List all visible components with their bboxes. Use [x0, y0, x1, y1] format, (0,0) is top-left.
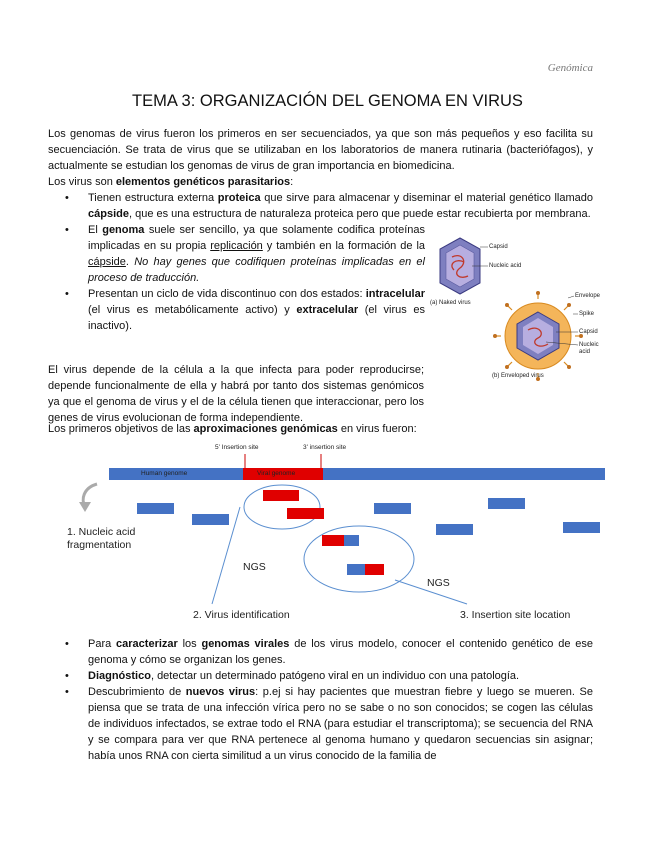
- viral-fragment: [287, 508, 324, 519]
- junction-fragment: [347, 564, 365, 575]
- intro-paragraph: [48, 126, 593, 190]
- envelope-label: Envelope: [575, 293, 601, 299]
- nucleic-acid-label-2: Nucleic acid: [579, 342, 599, 355]
- insertion-3-label: 3' insertion site: [303, 444, 347, 451]
- fragment: [488, 498, 525, 509]
- paragraph-dependency-text: El virus depende de la célula a la que infecta para poder reproducirse; depende funcionalmente de ella y habrá por tanto dos sistemas genómicos ya que el genoma de virus y el de la célula tienen que interaccionar, pero los genes de virus evolucionan de forma independiente.: [48, 364, 424, 424]
- spike-label: Spike: [579, 311, 595, 317]
- intro-text: Los genomas de virus fueron los primeros en ser secuenciados, ya que son más pequeños y eso facilita su secuenciación. Se trata de virus que se utilizaban en los laboratorios de manera rutinaria (bacteriófagos), y actualmente se estudian los genomas de virus de gran importancia en biomedicina.: [48, 128, 593, 172]
- capsid-label-2: Capsid: [579, 329, 598, 335]
- junction-fragment: [344, 535, 359, 546]
- viral-fragment: [263, 490, 299, 501]
- fragment: [192, 514, 229, 525]
- enveloped-virus-label: (b) Enveloped virus: [492, 373, 544, 379]
- fragment: [436, 524, 473, 535]
- step3-label: 3. Insertion site location: [460, 609, 571, 621]
- step2-label: 2. Virus identification: [193, 609, 290, 621]
- paragraph-objectives: Los primeros objetivos de las aproximaciones genómicas en virus fueron:: [48, 423, 417, 435]
- viral-genome-label: Viral genome: [257, 470, 296, 477]
- fragment: [137, 503, 174, 514]
- capsid-label: Capsid: [489, 244, 508, 250]
- human-genome-label: Human genome: [141, 470, 188, 477]
- naked-virus-label: (a) Naked virus: [430, 300, 471, 306]
- list-item: • El genoma suele ser sencillo, ya que solamente codifica proteínas implicadas en su propia replicación y también en la formación de la cápside. No hay genes que codifiquen proteínas implicadas en el proceso de traducción.: [48, 222, 425, 286]
- step1-label: 1. Nucleic acid fragmentation: [67, 526, 136, 551]
- section-header: Genómica: [547, 62, 593, 74]
- nucleic-acid-label: Nucleic acid: [489, 263, 522, 269]
- junction-fragment: [365, 564, 384, 575]
- page-title: TEMA 3: ORGANIZACIÓN DEL GENOMA EN VIRUS: [132, 92, 523, 110]
- junction-fragment: [322, 535, 344, 546]
- genomic-approach-diagram: [55, 440, 615, 630]
- paragraph-dependency: [48, 362, 424, 424]
- fragment: [563, 522, 600, 533]
- insertion-5-label: 5' Insertion site: [215, 444, 259, 451]
- list-item: • Diagnóstico, detectar un determinado patógeno viral en un individuo con una patología.: [48, 668, 593, 684]
- list-item: • Para caracterizar los genomas virales de los virus modelo, conocer el contenido genético de ese genoma y cómo se organizan los genes.: [48, 636, 593, 668]
- objectives-list: [48, 636, 593, 764]
- ngs-label-1: NGS: [243, 561, 266, 573]
- list-item: • Descubrimiento de nuevos virus: p.ej si hay pacientes que muestran fiebre y luego se mueren. Se piensa que se trata de una infección vírica pero no se sabe o no son conocidos; se cogen las células de individuos infectados, se extrae todo el RNA (para estudiar el transcriptoma); se secuencia del RNA y se compara para ver que RNA pertenece al genoma humano y quedaron secuencias sin asignar; había unos RNA con cierta similitud a un virus conocido de la familia de: [48, 684, 593, 764]
- fragment: [374, 503, 411, 514]
- intro-line-2: Los virus son elementos genéticos parasitarios:: [48, 176, 294, 188]
- list-item: • Tienen estructura externa proteica que sirve para almacenar y diseminar el material genético llamado cápside, que es una estructura de naturaleza proteica pero que puede estar recubierta por membrana.: [48, 190, 593, 222]
- ngs-label-2: NGS: [427, 577, 450, 589]
- list-item: • Presentan un ciclo de vida discontinuo con dos estados: intracelular (el virus es metabólicamente activo) y extracelular (el virus es inactivo).: [48, 286, 425, 334]
